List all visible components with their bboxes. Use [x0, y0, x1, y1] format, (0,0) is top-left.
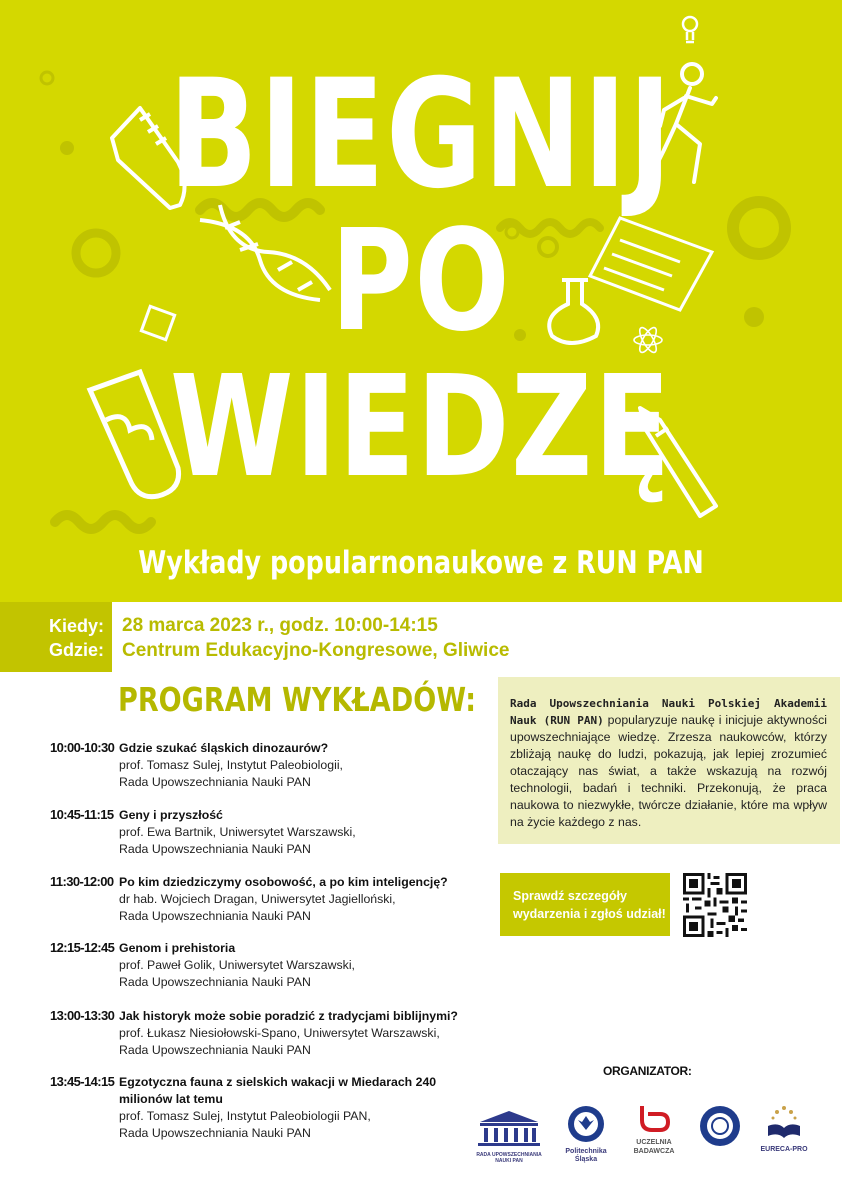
about-text: [510, 695, 827, 831]
lecture-speaker: prof. Tomasz Sulej, Instytut Paleobiologii,: [119, 758, 343, 772]
lecture-time: 11:30-12:00: [50, 874, 114, 889]
lecture-affiliation: Rada Upowszechniania Nauki PAN: [119, 909, 311, 923]
lecture-affiliation: Rada Upowszechniania Nauki PAN: [119, 775, 311, 789]
lecture-title: Jak historyk może sobie poradzić z tradycjami biblijnymi?: [119, 1009, 458, 1023]
dot-icon: [41, 72, 53, 84]
building-columns-icon: [474, 1108, 544, 1148]
lecture-speaker: prof. Ewa Bartnik, Uniwersytet Warszawski,: [119, 825, 356, 839]
lecture-affiliation: Rada Upowszechniania Nauki PAN: [119, 1043, 311, 1057]
about-org-name: Rada Upowszechniania Nauki Polskiej Akademii Nauk (RUN PAN): [510, 697, 827, 727]
logo-caption: EURECA-PRO: [760, 1146, 808, 1153]
logo-caption: [556, 1148, 616, 1164]
logo-caption-line: Politechnika: [565, 1148, 607, 1155]
where-value: Centrum Edukacyjno-Kongresowe, Gliwice: [122, 640, 510, 661]
lecture-affiliation: Rada Upowszechniania Nauki PAN: [119, 842, 311, 856]
book-stars-icon: [764, 1104, 804, 1140]
title-line-2: PO: [330, 200, 512, 363]
lecture-time: 12:15-12:45: [50, 940, 115, 955]
lecture-speaker: prof. Łukasz Niesiołowski-Spano, Uniwersytet Warszawski,: [119, 1026, 440, 1040]
wave-icon: [55, 515, 151, 529]
lecture-speaker: prof. Paweł Golik, Uniwersytet Warszawski,: [119, 958, 355, 972]
lecture-speaker: dr hab. Wojciech Dragan, Uniwersytet Jagielloński,: [119, 892, 396, 906]
lecture-title: Geny i przyszłość: [119, 808, 223, 822]
lecture-time: 13:45-14:15: [50, 1074, 115, 1089]
program-title: PROGRAM WYKŁADÓW:: [118, 680, 477, 719]
lecture-time: 13:00-13:30: [50, 1008, 115, 1023]
info-labels: [0, 602, 112, 672]
logo-caption-line: Śląska: [574, 1156, 598, 1163]
when-label: Kiedy:: [48, 616, 104, 636]
lecture-time: 10:00-10:30: [50, 740, 115, 755]
logo-caption-line: BADAWCZA: [633, 1148, 675, 1155]
info-bar: [0, 602, 842, 672]
when-value: 28 marca 2023 r., godz. 10:00-14:15: [122, 615, 438, 636]
qr-code-icon[interactable]: [683, 873, 747, 937]
title-line-3: WIEDZĘ: [169, 346, 672, 509]
lecture-title: Genom i prehistoria: [119, 941, 236, 955]
logo-caption: [624, 1138, 684, 1156]
lecture-affiliation: Rada Upowszechniania Nauki PAN: [119, 975, 311, 989]
logo-caption-line: UCZELNIA: [636, 1139, 672, 1146]
subtitle: Wykłady popularnonaukowe z RUN PAN: [138, 545, 704, 581]
dot-icon: [60, 141, 74, 155]
cta-line-1: Sprawdź szczegóły: [513, 889, 627, 903]
uczelnia-badawcza-icon: [634, 1102, 674, 1136]
where-label: Gdzie:: [48, 640, 104, 660]
gear-eagle-icon: [566, 1104, 606, 1144]
logo-caption: RADA UPOWSZECHNIANIA NAUKI PAN: [476, 1152, 542, 1164]
organizer-label: ORGANIZATOR:: [603, 1064, 692, 1078]
round-gear-seal-icon: [698, 1104, 742, 1148]
title-line-1: BIEGNIJ: [168, 48, 674, 222]
lecture-title: Po kim dziedziczymy osobowość, a po kim inteligencję?: [119, 875, 448, 889]
lecture-speaker: prof. Tomasz Sulej, Instytut Paleobiologii PAN,: [119, 1109, 371, 1123]
lecture-title: Gdzie szukać śląskich dinozaurów?: [119, 741, 329, 755]
lecture-title: Egzotyczna fauna z sielskich wakacji w Miedarach 240 milionów lat temu: [119, 1075, 437, 1106]
about-description: popularyzuje naukę i inicjuje aktywności upowszechniające wiedzę. Zrzesza naukowców, którzy zbliżają naukę do ludzi, pokazują, jak lepiej zrozumieć otaczający nas świat, a także wskazują na rozwój technologii, badań i techniki. Przekonują, że praca naukowa to niezwykłe, twórcze działanie, które ma wpływ na życie każdego z nas.: [510, 713, 827, 829]
registration-cta[interactable]: [500, 873, 670, 936]
cta-line-2: wydarzenia i zgłoś udział!: [513, 907, 666, 921]
lecture-affiliation: Rada Upowszechniania Nauki PAN: [119, 1126, 311, 1140]
lightbulb-icon: [683, 17, 697, 42]
lecture-time: 10:45-11:15: [50, 807, 114, 822]
